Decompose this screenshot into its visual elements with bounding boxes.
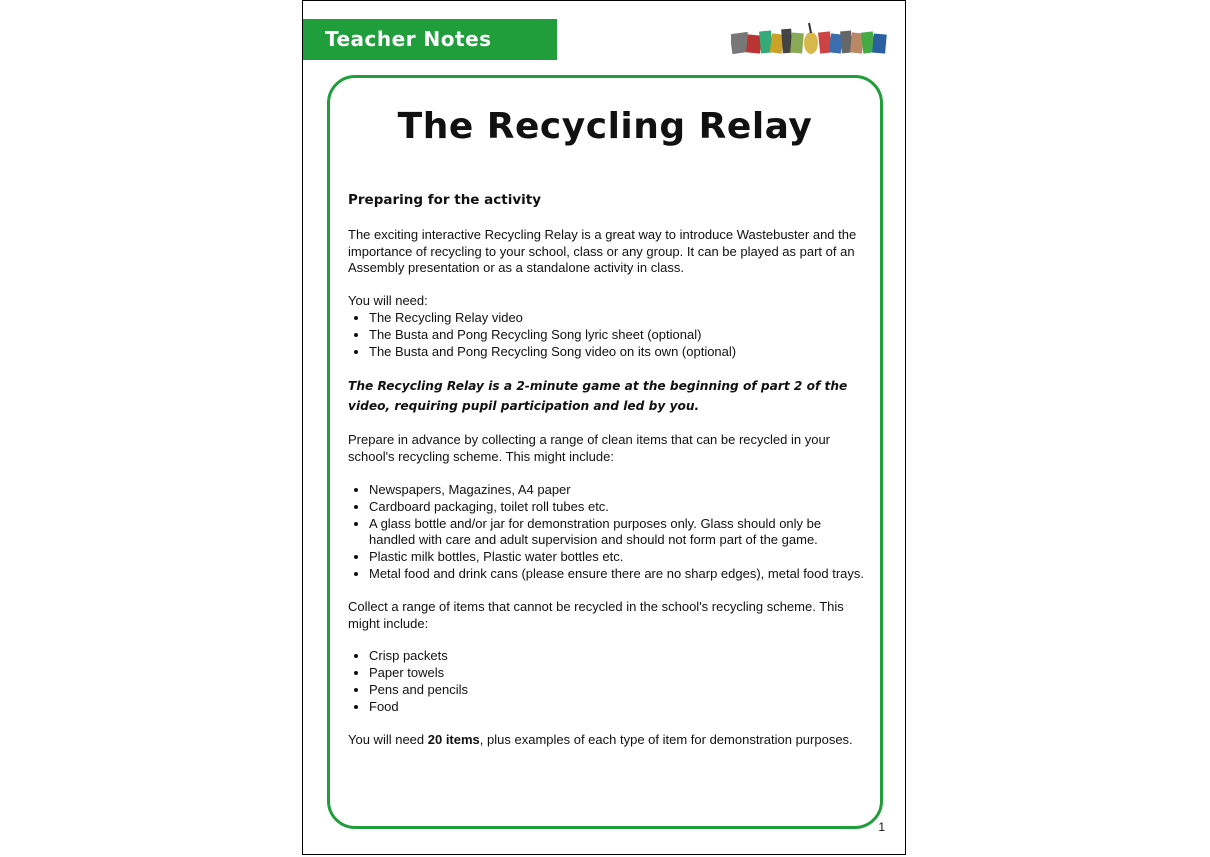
list-item: • Food bbox=[369, 699, 870, 716]
need-list bbox=[348, 310, 870, 360]
list-item: • The Recycling Relay video bbox=[369, 310, 870, 327]
body-text bbox=[348, 192, 870, 764]
content-frame bbox=[327, 75, 883, 829]
section-heading: Preparing for the activity bbox=[348, 192, 542, 208]
list-item: • The Busta and Pong Recycling Song video on its own (optional) bbox=[369, 344, 870, 361]
recyclable-list bbox=[348, 482, 870, 583]
list-item: • Plastic milk bottles, Plastic water bottles etc. bbox=[369, 549, 870, 566]
wastebuster-logo bbox=[731, 21, 889, 61]
list-item: • The Busta and Pong Recycling Song lyric sheet (optional) bbox=[369, 327, 870, 344]
teacher-notes-banner: Teacher Notes bbox=[303, 19, 557, 60]
final-bold: 20 items bbox=[427, 731, 480, 747]
emphasis-paragraph: The Recycling Relay is a 2-minute game at the beginning of part 2 of the video, requiring pupil participation and led by you. bbox=[348, 379, 848, 414]
page-title: The Recycling Relay bbox=[397, 106, 813, 147]
page-number: 1 bbox=[878, 820, 885, 834]
final-paragraph bbox=[348, 732, 870, 749]
final-suffix: , plus examples of each type of item for demonstration purposes. bbox=[479, 731, 853, 747]
prepare-paragraph: Prepare in advance by collecting a range of clean items that can be recycled in your school's recycling scheme. This might include: bbox=[348, 432, 830, 465]
list-item: • Pens and pencils bbox=[369, 682, 870, 699]
list-item: • Crisp packets bbox=[369, 648, 870, 665]
need-label: You will need: bbox=[348, 293, 428, 309]
intro-paragraph: The exciting interactive Recycling Relay is a great way to introduce Wastebuster and the importance of recycling to your school, class or any group. It can be played as part of an Assembly presentation or as a standalone activity in class. bbox=[348, 226, 857, 276]
list-item: • Cardboard packaging, toilet roll tubes etc. bbox=[369, 499, 870, 516]
list-item: • Paper towels bbox=[369, 665, 870, 682]
document-page bbox=[302, 0, 906, 855]
nonrecyclable-list bbox=[348, 648, 870, 715]
list-item: • Newspapers, Magazines, A4 paper bbox=[369, 482, 870, 499]
list-item: • A glass bottle and/or jar for demonstration purposes only. Glass should only be handled with care and adult supervision and should not form part of the game. bbox=[369, 516, 870, 550]
list-item: • Metal food and drink cans (please ensure there are no sharp edges), metal food trays. bbox=[369, 566, 870, 583]
collect-paragraph: Collect a range of items that cannot be recycled in the school's recycling scheme. This might include: bbox=[348, 598, 844, 631]
final-prefix: You will need bbox=[348, 731, 428, 747]
